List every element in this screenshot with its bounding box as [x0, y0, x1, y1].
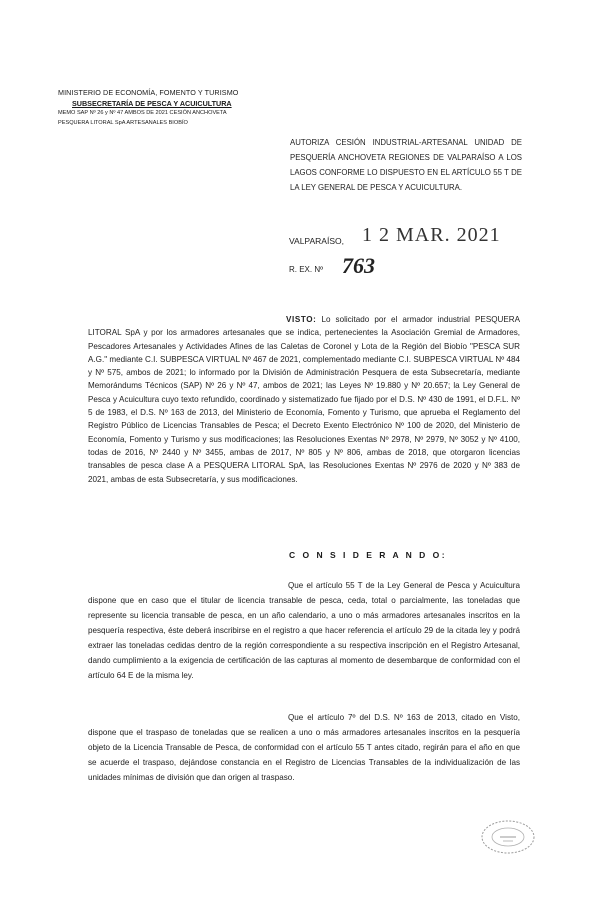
- ministry-name: MINISTERIO DE ECONOMÍA, FOMENTO Y TURISMO: [58, 88, 239, 97]
- rex-number: 763: [342, 253, 375, 278]
- para2-lead: Que el artículo 7º del D.S. Nº 163 de 2013, citado: [288, 713, 483, 722]
- considerando-paragraph-1: [88, 578, 520, 683]
- visto-text: Lo solicitado por el armador industrial PESQUERA LITORAL SpA y por los armadores artesanales que se indica, pertenecientes la Asociación Gremial de Armadores, Pescadores Artesanales y Actividades Afines de las Caletas de Coronel y Lota de la Región del Biobío "PESCA SUR A.G." mediante C.I. SUBPESCA VIRTUAL Nº 467 de 2021, complementado mediante C.I. SUBPESCA VIRTUAL Nº 484 y Nº 575, ambos de 2021; lo informado por la División de Administración Pesquera de esta Subsecretaría, mediante Memorándums Técnicos (SAP) Nº 26 y Nº 47, ambos de 2021; las Leyes Nº 19.880 y Nº 20.657; la Ley General de Pesca y Acuicultura cuyo texto refundido, coordinado y sistematizado fue fijado por el D.S. Nº 430 de 1991, el D.F.L. Nº 5 de 1983, el D.S. Nº 163 de 2013, del Ministerio de Economía, Fomento y Turismo, que aprueba el Reglamento del Registro Público de Licencias Transables de Pesca; el Decreto Exento Electrónico Nº 100 de 2020, del Ministerio de Economía, Fomento y Turismo y sus modificaciones; las Resoluciones Exentas Nº 2978, Nº 2979, Nº 3052 y Nº 4100, todas de 2016, Nº 2440 y Nº 3455, ambas de 2017, Nº 805 y Nº 806, ambas de 2018, que otorgaron licencias transables de pesca clase A a PESQUERA LITORAL SpA, las Resoluciones Exentas Nº 2976 de 2020 y Nº 383 de 2021, ambas de esta Subsecretaría, y sus modificaciones.: [88, 315, 520, 484]
- place-label: VALPARAÍSO,: [289, 236, 344, 246]
- para2-text: en Visto, dispone que el traspaso de toneladas que se realicen a uno o más armadores artesanales inscritos en la pesquería objeto de la Licencia Transable de Pesca, de conformidad con el artículo 55 T antes citado, regirán para el año en que se acuerde el traspaso, dejándose constancia en el Registro de Licencias Transables de la individualización de las unidades mínimas de división que dan origen al traspaso.: [88, 713, 520, 782]
- para1-text: Acuicultura dispone que en caso que el titular de licencia transable de pesca, ceda, total o parcialmente, las toneladas que represente su licencia transable de pesca, en un año calendario, a uno o más armadores artesanales inscritos en la pesquería respectiva, éste deberá inscribirse en el registro a que hacer referencia el artículo 29 de la citada ley y podrá extraer las toneladas cedidas dentro de la región correspondiente a su respectiva inscripción en el Registro Artesanal, dando cumplimiento a la exigencia de certificación de las capturas al momento de desembarque de conformidad con el artículo 64 E de la misma ley.: [88, 581, 520, 680]
- memo-reference: MEMO SAP Nº 26 y Nº 47 AMBOS DE 2021 CESIÓN ANCHOVETA: [58, 110, 227, 116]
- official-seal-stamp: [478, 818, 538, 856]
- rex-label: R. EX. Nº: [289, 265, 324, 274]
- considerando-heading: C O N S I D E R A N D O:: [289, 550, 448, 560]
- resolution-subject: AUTORIZA CESIÓN INDUSTRIAL-ARTESANAL UNIDAD DE PESQUERÍA ANCHOVETA REGIONES DE VALPARAÍSO A LOS LAGOS CONFORME LO DISPUESTO EN EL ARTÍCULO 55 T DE LA LEY GENERAL DE PESCA Y ACUICULTURA.: [290, 138, 522, 192]
- considerando-paragraph-2: [88, 710, 520, 785]
- subsecretaria-name: SUBSECRETARÍA DE PESCA Y ACUICULTURA: [72, 98, 232, 108]
- date-stamp: 1 2 MAR. 2021: [362, 224, 501, 246]
- visto-label: VISTO:: [286, 315, 317, 324]
- company-reference: PESQUERA LITORAL SpA ARTESANALES BIOBÍO: [58, 119, 188, 126]
- visto-paragraph: [88, 313, 520, 486]
- para1-lead: Que el artículo 55 T de la Ley General de Pesca y: [288, 581, 478, 590]
- visto-section: [88, 313, 520, 486]
- letterhead: [58, 88, 298, 128]
